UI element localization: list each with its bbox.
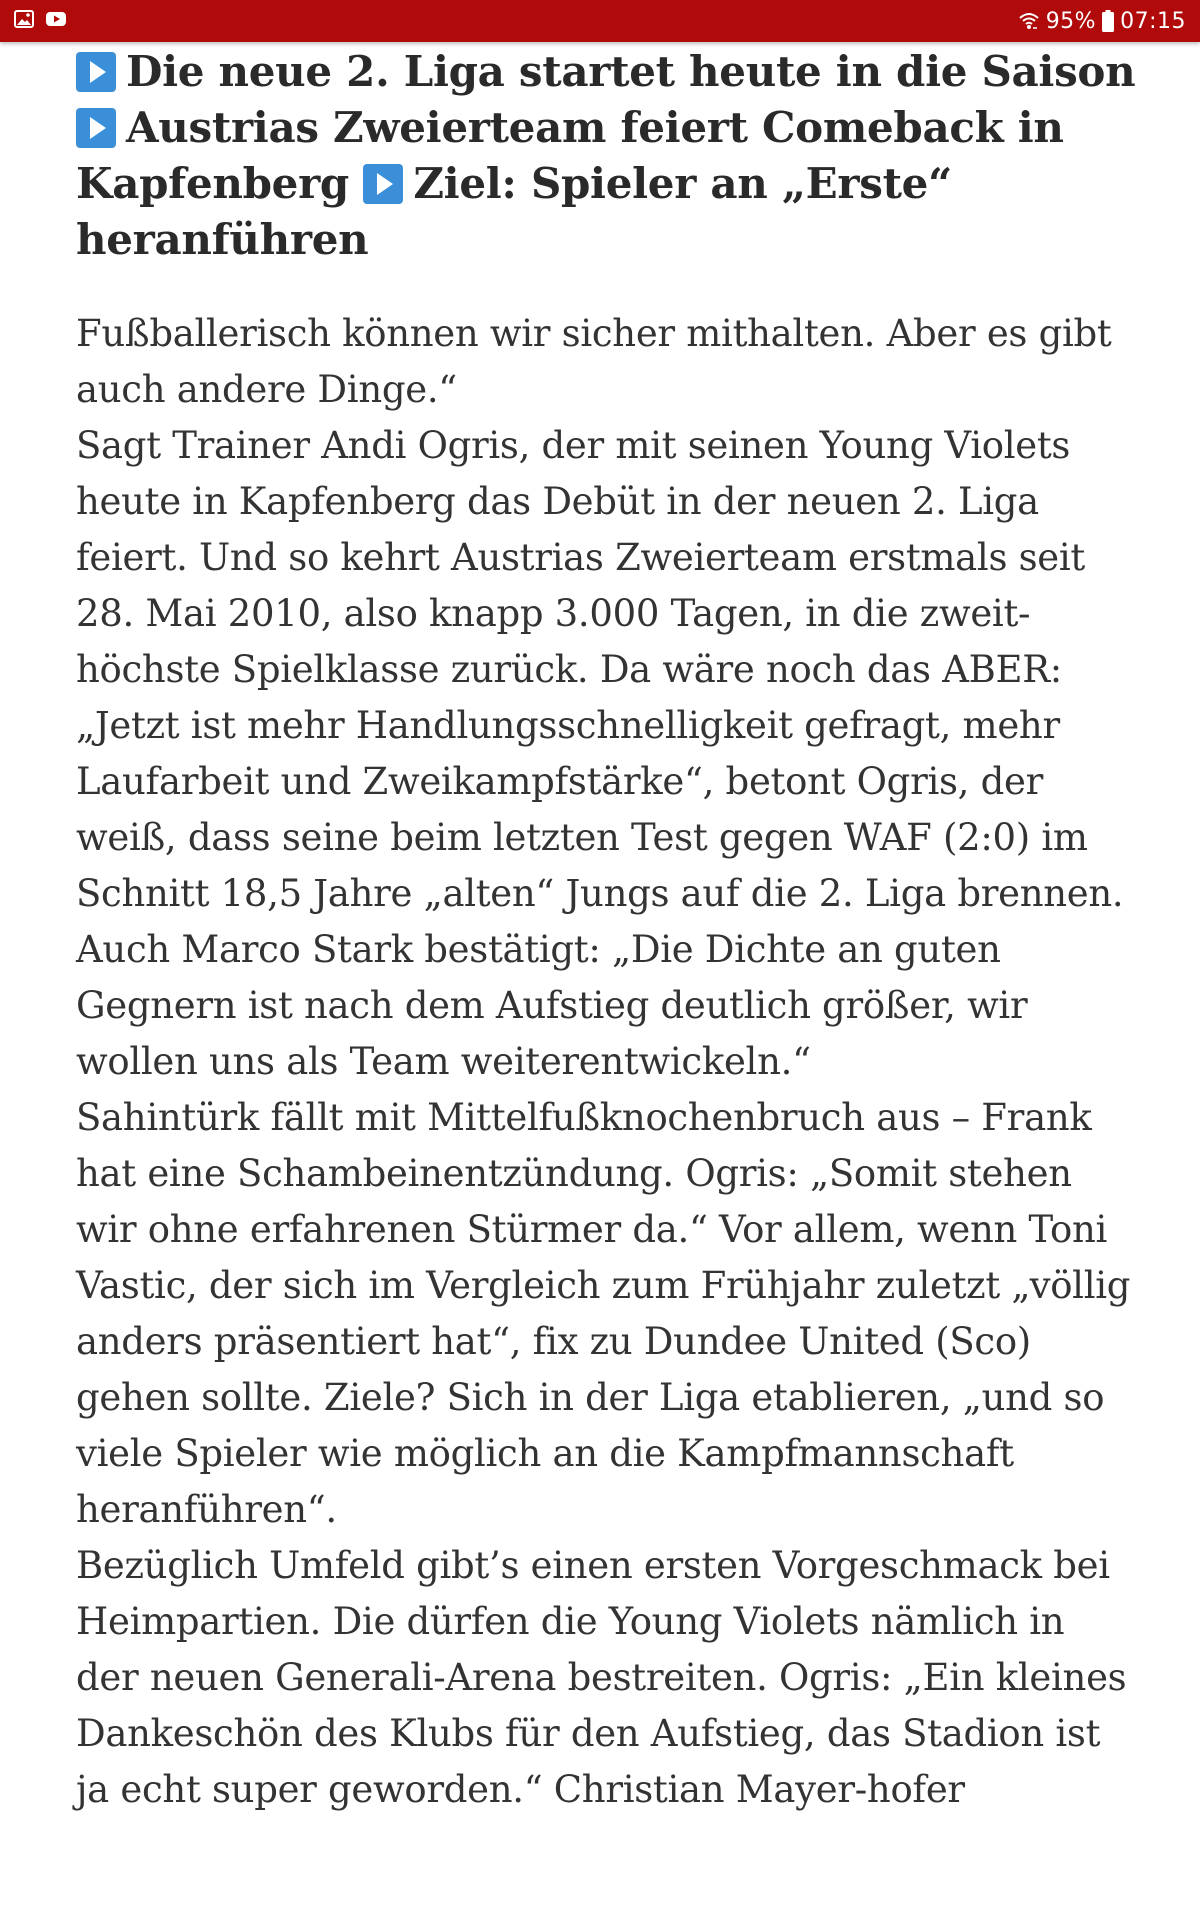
- headline-point-1: Die neue 2. Liga startet heute in die Saison: [126, 47, 1136, 96]
- status-indicators: [1018, 0, 1186, 42]
- article-body: [76, 306, 1136, 1818]
- article-paragraph: Sahintürk fällt mit Mittelfußknochenbruch aus – Frank hat eine Schambeinentzündung. Ogris: „Somit stehen wir ohne erfahrenen Stürmer da.“ Vor allem, wenn Toni Vastic, der sich im Vergleich zum Frühjahr zuletzt „völlig anders präsentiert hat“, fix zu Dundee United (Sco) gehen sollte. Ziele? Sich in der Liga etablieren, „und so viele Spieler wie möglich an die Kampfmannschaft heranführen“.: [76, 1096, 1131, 1531]
- play-bullet-icon: [76, 52, 116, 92]
- battery-icon: [1102, 10, 1114, 32]
- article: [76, 42, 1136, 1818]
- wifi-icon: [1018, 10, 1040, 32]
- gallery-icon: [14, 9, 34, 29]
- battery-percentage: 95%: [1045, 8, 1097, 34]
- status-bar: [0, 0, 1200, 42]
- youtube-icon: [46, 9, 66, 29]
- play-bullet-icon: [76, 108, 116, 148]
- notification-icons: [14, 9, 66, 29]
- headline: [76, 42, 1136, 268]
- article-paragraph: Sagt Trainer Andi Ogris, der mit seinen Young Violets heute in Kapfenberg das Debüt in der neuen 2. Liga feiert. Und so kehrt Austrias Zweierteam erstmals seit 28. Mai 2010, also knapp 3.000 Tagen, in die zweit-höchste Spielklasse zurück. Da wäre noch das ABER: „Jetzt ist mehr Handlungsschnelligkeit gefragt, mehr Laufarbeit und Zweikampfstärke“, betont Ogris, der weiß, dass seine beim letzten Test gegen WAF (2:0) im Schnitt 18,5 Jahre „alten“ Jungs auf die 2. Liga brennen. Auch Marco Stark bestätigt: „Die Dichte an guten Gegnern ist nach dem Aufstieg deutlich größer, wir wollen uns als Team weiterentwickeln.“: [76, 424, 1124, 1083]
- play-bullet-icon: [363, 164, 403, 204]
- clock: 07:15: [1120, 8, 1186, 34]
- article-paragraph: Bezüglich Umfeld gibt’s einen ersten Vorgeschmack bei Heimpartien. Die dürfen die Young Violets nämlich in der neuen Generali-Arena bestreiten. Ogris: „Ein kleines Dankeschön des Klubs für den Aufstieg, das Stadion ist ja echt super geworden.“ Christian Mayer-hofer: [76, 1544, 1127, 1811]
- headline-point-2: Austrias Zweierteam feiert Comeback in Kapfenberg: [76, 103, 1064, 208]
- headline-point-3: Ziel: Spieler an „Erste“ heranführen: [76, 159, 952, 264]
- article-paragraph: Fußballerisch können wir sicher mithalten. Aber es gibt auch andere Dinge.“: [76, 312, 1112, 411]
